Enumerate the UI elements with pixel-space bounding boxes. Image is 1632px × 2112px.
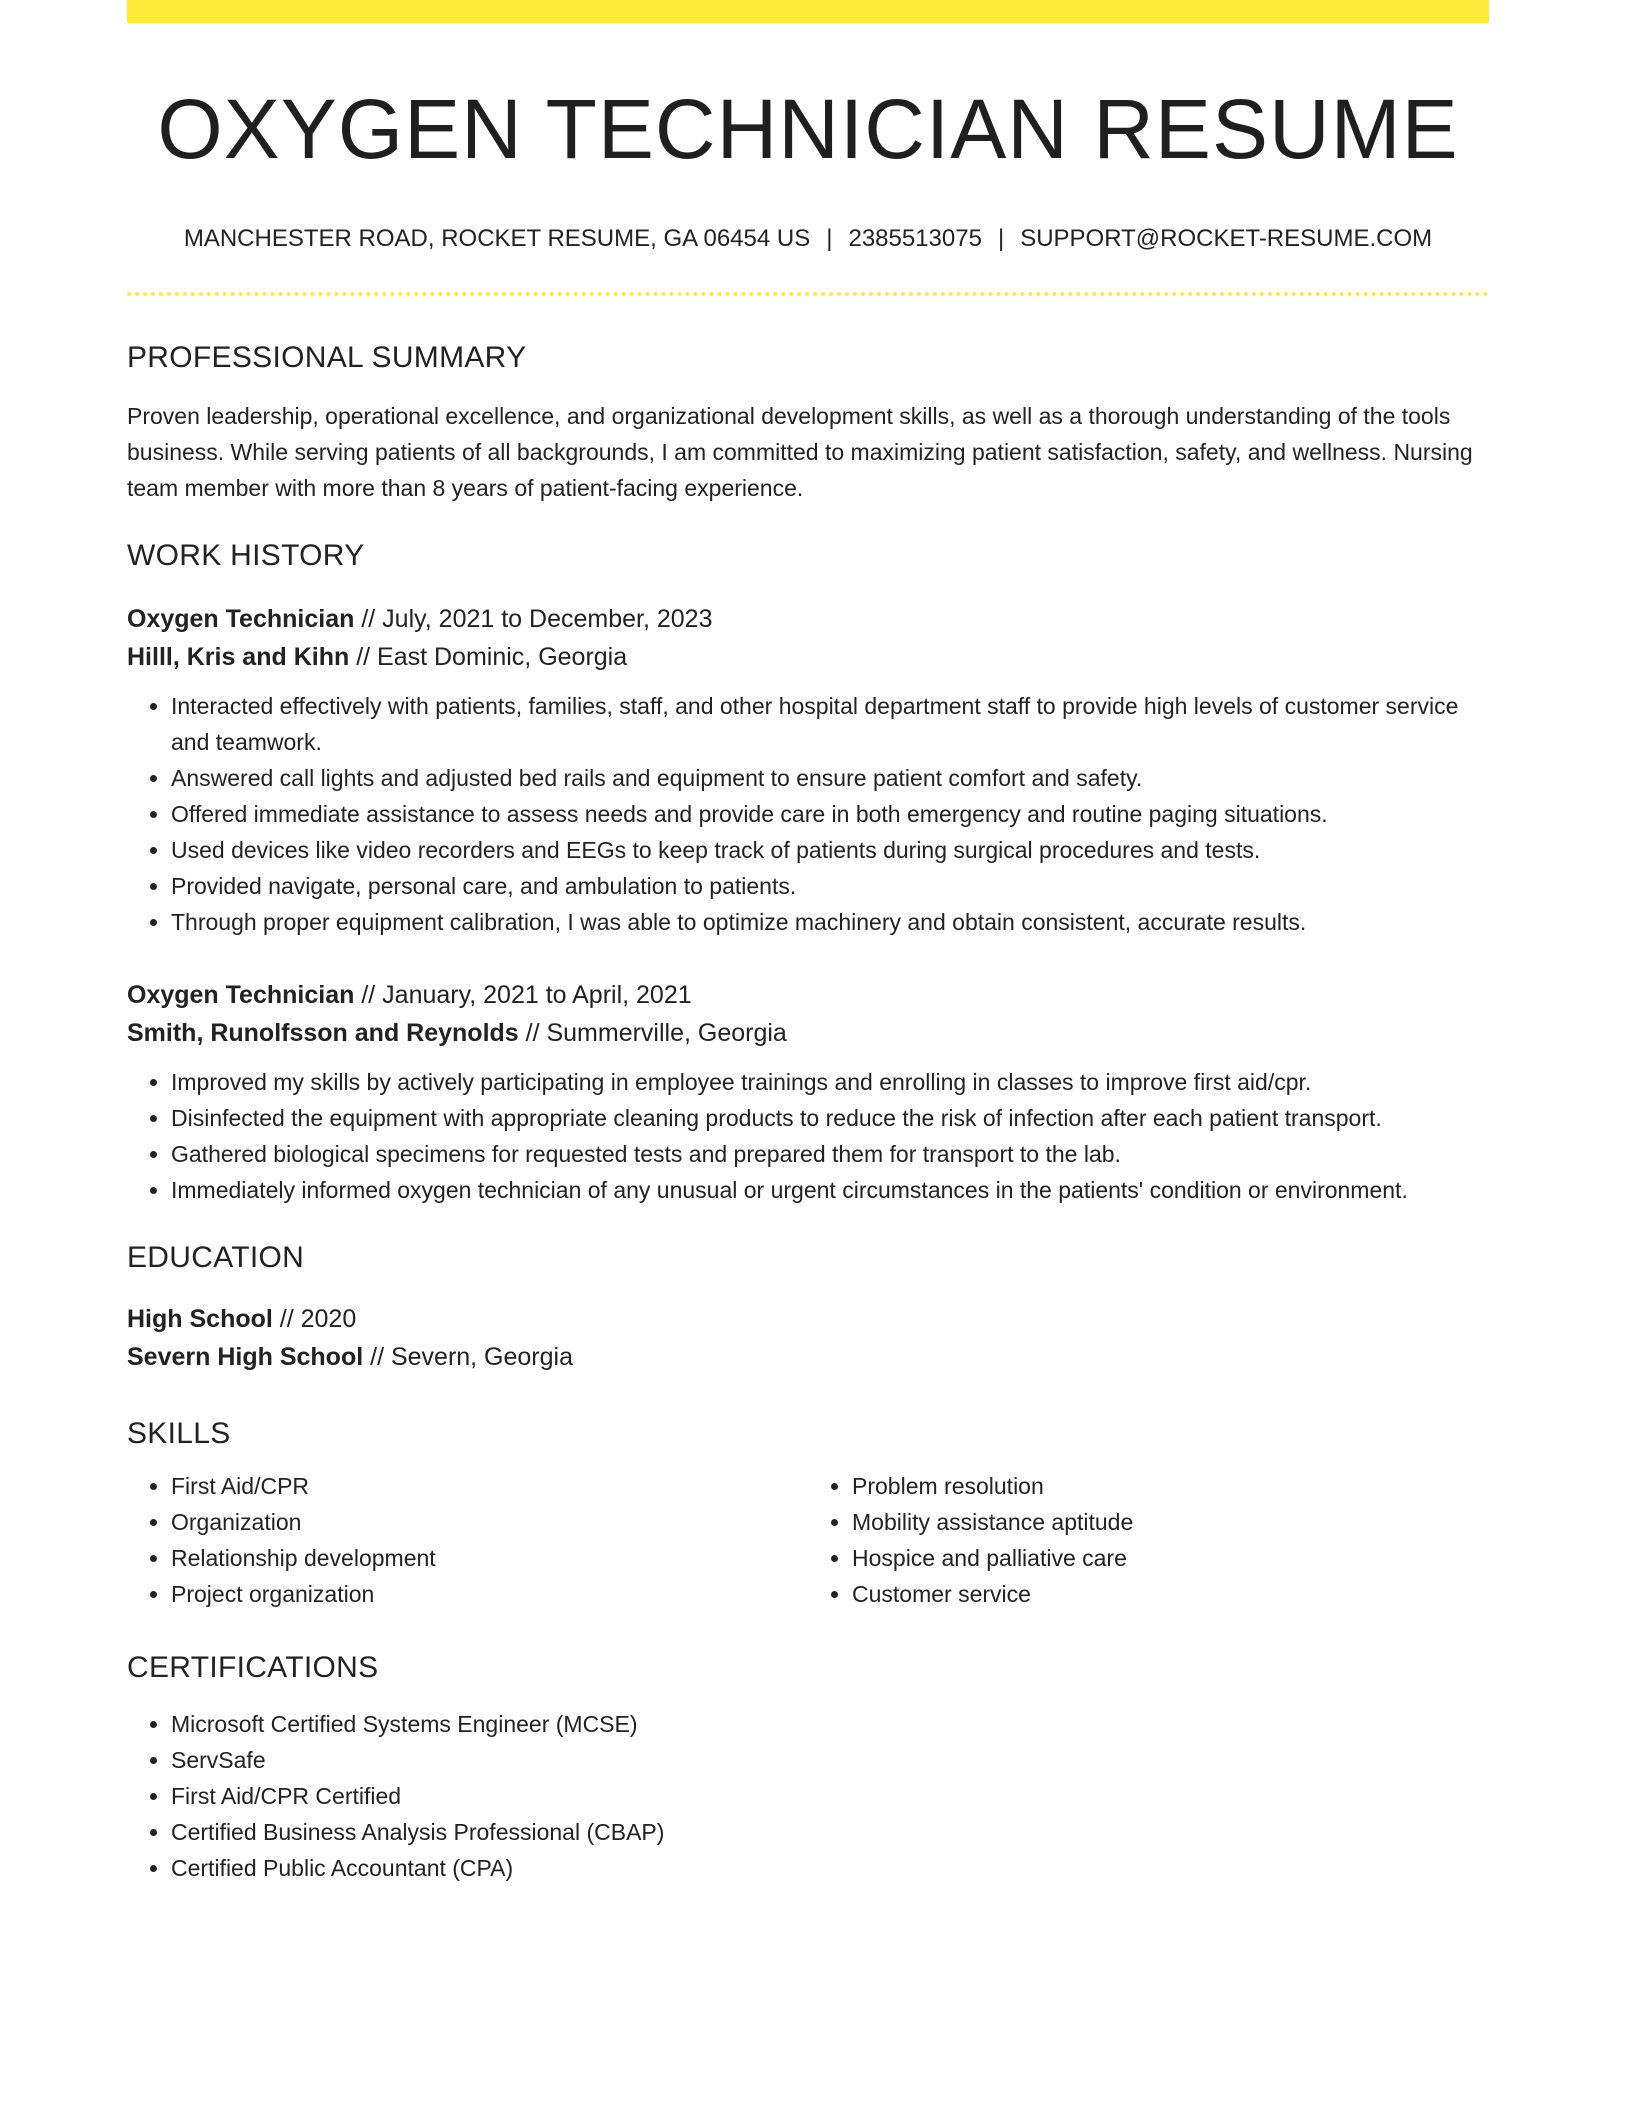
contact-separator: | <box>997 225 1005 253</box>
list-item: • ServSafe <box>171 1742 1489 1778</box>
list-item: • First Aid/CPR <box>171 1468 808 1504</box>
section-title-summary: PROFESSIONAL SUMMARY <box>127 341 527 375</box>
list-item: • Through proper equipment calibration, I was able to optimize machinery and obtain consistent, accurate results. <box>171 904 1489 940</box>
contact-address: MANCHESTER ROAD, ROCKET RESUME, GA 06454 US <box>183 225 811 253</box>
list-item: • Microsoft Certified Systems Engineer (MCSE) <box>171 1706 1489 1742</box>
section-title-work-history: WORK HISTORY <box>127 539 365 573</box>
job-role-line <box>127 976 1489 1014</box>
list-item: • Mobility assistance aptitude <box>852 1504 1489 1540</box>
skills-columns <box>127 1468 1489 1612</box>
job-duties-list <box>127 688 1489 940</box>
list-item: • Hospice and palliative care <box>852 1540 1489 1576</box>
list-item: • Certified Business Analysis Professional (CBAP) <box>171 1814 1489 1850</box>
job-duties-list <box>127 1064 1489 1208</box>
job-location: // Summerville, Georgia <box>518 1019 787 1048</box>
dotted-divider <box>127 292 1489 296</box>
list-item: • Certified Public Accountant (CPA) <box>171 1850 1489 1886</box>
list-item: • First Aid/CPR Certified <box>171 1778 1489 1814</box>
certifications-list <box>127 1706 1489 1886</box>
list-item: • Problem resolution <box>852 1468 1489 1504</box>
list-item: • Immediately informed oxygen technician of any unusual or urgent circumstances in the patients' condition or environment. <box>171 1172 1489 1208</box>
list-item: • Relationship development <box>171 1540 808 1576</box>
education-year: // 2020 <box>272 1305 357 1334</box>
job-company: Smith, Runolfsson and Reynolds <box>127 1019 519 1048</box>
job-company-line <box>127 638 1489 676</box>
list-item: • Disinfected the equipment with appropriate cleaning products to reduce the risk of infection after each patient transport. <box>171 1100 1489 1136</box>
education-school-line <box>127 1338 1489 1376</box>
list-item: • Customer service <box>852 1576 1489 1612</box>
job-dates: // January, 2021 to April, 2021 <box>354 981 692 1010</box>
education-school: Severn High School <box>127 1343 364 1372</box>
section-title-certifications: CERTIFICATIONS <box>127 1651 379 1685</box>
resume-title: OXYGEN TECHNICIAN RESUME <box>157 82 1459 176</box>
list-item: • Interacted effectively with patients, families, staff, and other hospital department staff to provide high levels of customer service and teamwork. <box>171 688 1489 760</box>
job-dates: // July, 2021 to December, 2023 <box>354 605 713 634</box>
job-company-line <box>127 1014 1489 1052</box>
contact-line <box>127 225 1489 254</box>
list-item: • Project organization <box>171 1576 808 1612</box>
contact-separator: | <box>826 225 833 253</box>
job-entry <box>127 600 1489 940</box>
section-title-skills: SKILLS <box>127 1417 231 1451</box>
summary-text: Proven leadership, operational excellence, and organizational development skills, as well as a thorough understanding of the tools business. While serving patients of all backgrounds, I am committed to maximizing patient satisfaction, safety, and wellness. Nursing team member with more than 8 years of patient-facing experience. <box>127 403 1473 502</box>
education-degree: High School <box>127 1305 273 1334</box>
job-entry <box>127 976 1489 1208</box>
list-item: • Gathered biological specimens for requested tests and prepared them for transport to the lab. <box>171 1136 1489 1172</box>
accent-top-bar <box>127 0 1489 23</box>
job-role: Oxygen Technician <box>127 605 355 634</box>
contact-phone[interactable]: 2385513075 <box>848 225 982 253</box>
education-entry <box>127 1300 1489 1376</box>
section-title-education: EDUCATION <box>127 1241 305 1275</box>
list-item: • Provided navigate, personal care, and ambulation to patients. <box>171 868 1489 904</box>
skills-list-left <box>127 1468 808 1612</box>
job-location: // East Dominic, Georgia <box>349 643 628 672</box>
education-location: // Severn, Georgia <box>363 1343 573 1372</box>
education-degree-line <box>127 1300 1489 1338</box>
list-item: • Improved my skills by actively participating in employee trainings and enrolling in classes to improve first aid/cpr. <box>171 1064 1489 1100</box>
resume-page <box>127 0 1489 1886</box>
list-item: • Organization <box>171 1504 808 1540</box>
job-role-line <box>127 600 1489 638</box>
list-item: • Offered immediate assistance to assess needs and provide care in both emergency and routine paging situations. <box>171 796 1489 832</box>
job-company: Hilll, Kris and Kihn <box>127 643 350 672</box>
list-item: • Used devices like video recorders and EEGs to keep track of patients during surgical procedures and tests. <box>171 832 1489 868</box>
list-item: • Answered call lights and adjusted bed rails and equipment to ensure patient comfort and safety. <box>171 760 1489 796</box>
skills-list-right <box>808 1468 1489 1612</box>
job-role: Oxygen Technician <box>127 981 355 1010</box>
contact-email[interactable]: SUPPORT@ROCKET-RESUME.COM <box>1020 225 1433 253</box>
